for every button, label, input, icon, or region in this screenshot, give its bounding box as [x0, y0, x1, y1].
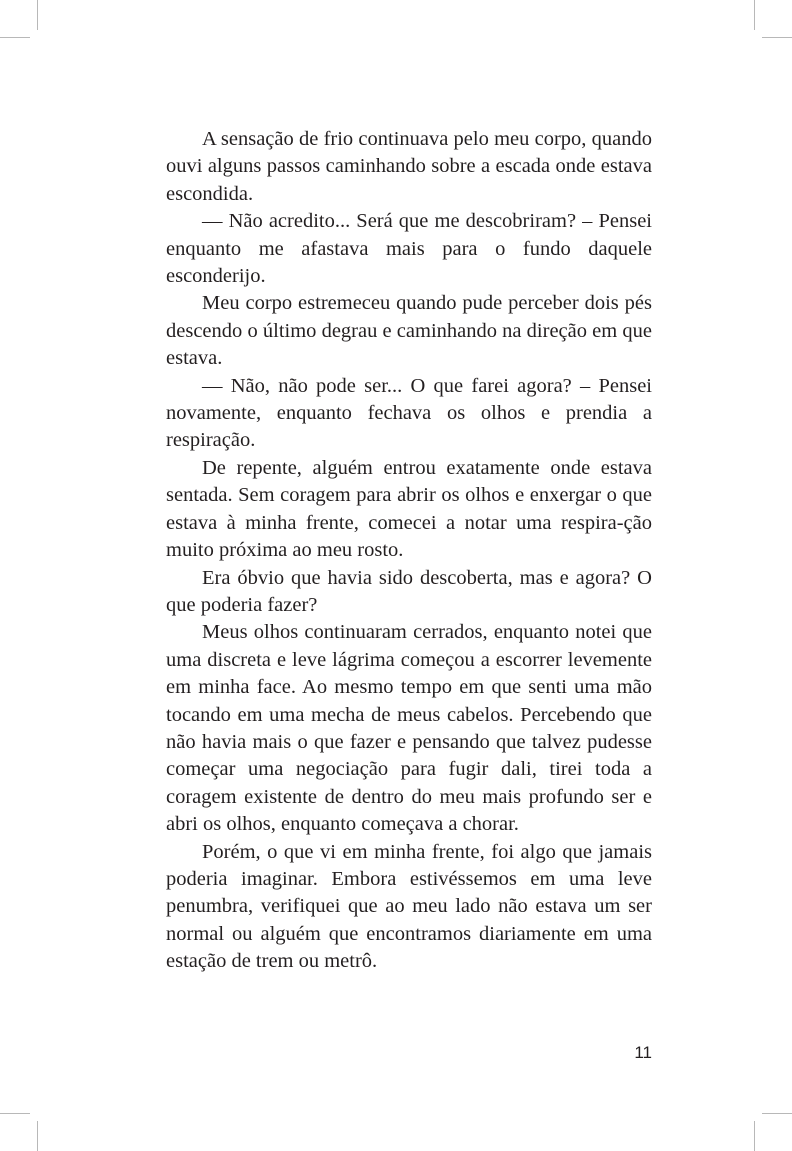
crop-mark-bottom-right-vertical: [754, 1121, 755, 1151]
crop-mark-top-right-horizontal: [762, 37, 792, 38]
paragraph-2: — Não acredito... Será que me descobriram? – Pensei enquanto me afastava mais para o fundo daquele esconderijo.: [166, 210, 652, 288]
paragraph-6: Era óbvio que havia sido descoberta, mas e agora? O que poderia fazer?: [166, 566, 652, 616]
paragraph-4: — Não, não pode ser... O que farei agora? – Pensei novamente, enquanto fechava os olhos e prendia a respiração.: [166, 374, 652, 452]
crop-mark-top-right-vertical: [754, 0, 755, 30]
page-number: 11: [634, 1043, 652, 1062]
crop-mark-top-left-horizontal: [0, 37, 30, 38]
crop-mark-bottom-left-vertical: [37, 1121, 38, 1151]
paragraph-3: Meu corpo estremeceu quando pude perceber dois pés descendo o último degrau e caminhando na direção em que estava.: [166, 292, 652, 370]
paragraph-7: Meus olhos continuaram cerrados, enquanto notei que uma discreta e leve lágrima começou a escorrer levemente em minha face. Ao mesmo tempo em que senti uma mão tocando em uma mecha de meus cabelos. Percebendo que não havia mais o que fazer e pensando que talvez pudesse começar uma negociação para fugir dali, tirei toda a coragem existente de dentro do meu mais profundo ser e abri os olhos, enquanto começava a chorar.: [166, 621, 652, 836]
paragraph-5: De repente, alguém entrou exatamente onde estava sentada. Sem coragem para abrir os olhos e enxergar o que estava à minha frente, comecei a notar uma respira-ção muito próxima ao meu rosto.: [166, 456, 652, 562]
body-text: [166, 126, 652, 976]
paragraph-8: Porém, o que vi em minha frente, foi algo que jamais poderia imaginar. Embora estivéssemos em uma leve penumbra, verifiquei que ao meu lado não estava um ser normal ou alguém que encontramos diariamente em uma estação de trem ou metrô.: [166, 840, 652, 973]
paragraph-1: A sensação de frio continuava pelo meu corpo, quando ouvi alguns passos caminhando sobre a escada onde estava escondida.: [166, 128, 652, 205]
crop-mark-top-left-vertical: [37, 0, 38, 30]
crop-mark-bottom-right-horizontal: [762, 1113, 792, 1114]
crop-mark-bottom-left-horizontal: [0, 1113, 30, 1114]
